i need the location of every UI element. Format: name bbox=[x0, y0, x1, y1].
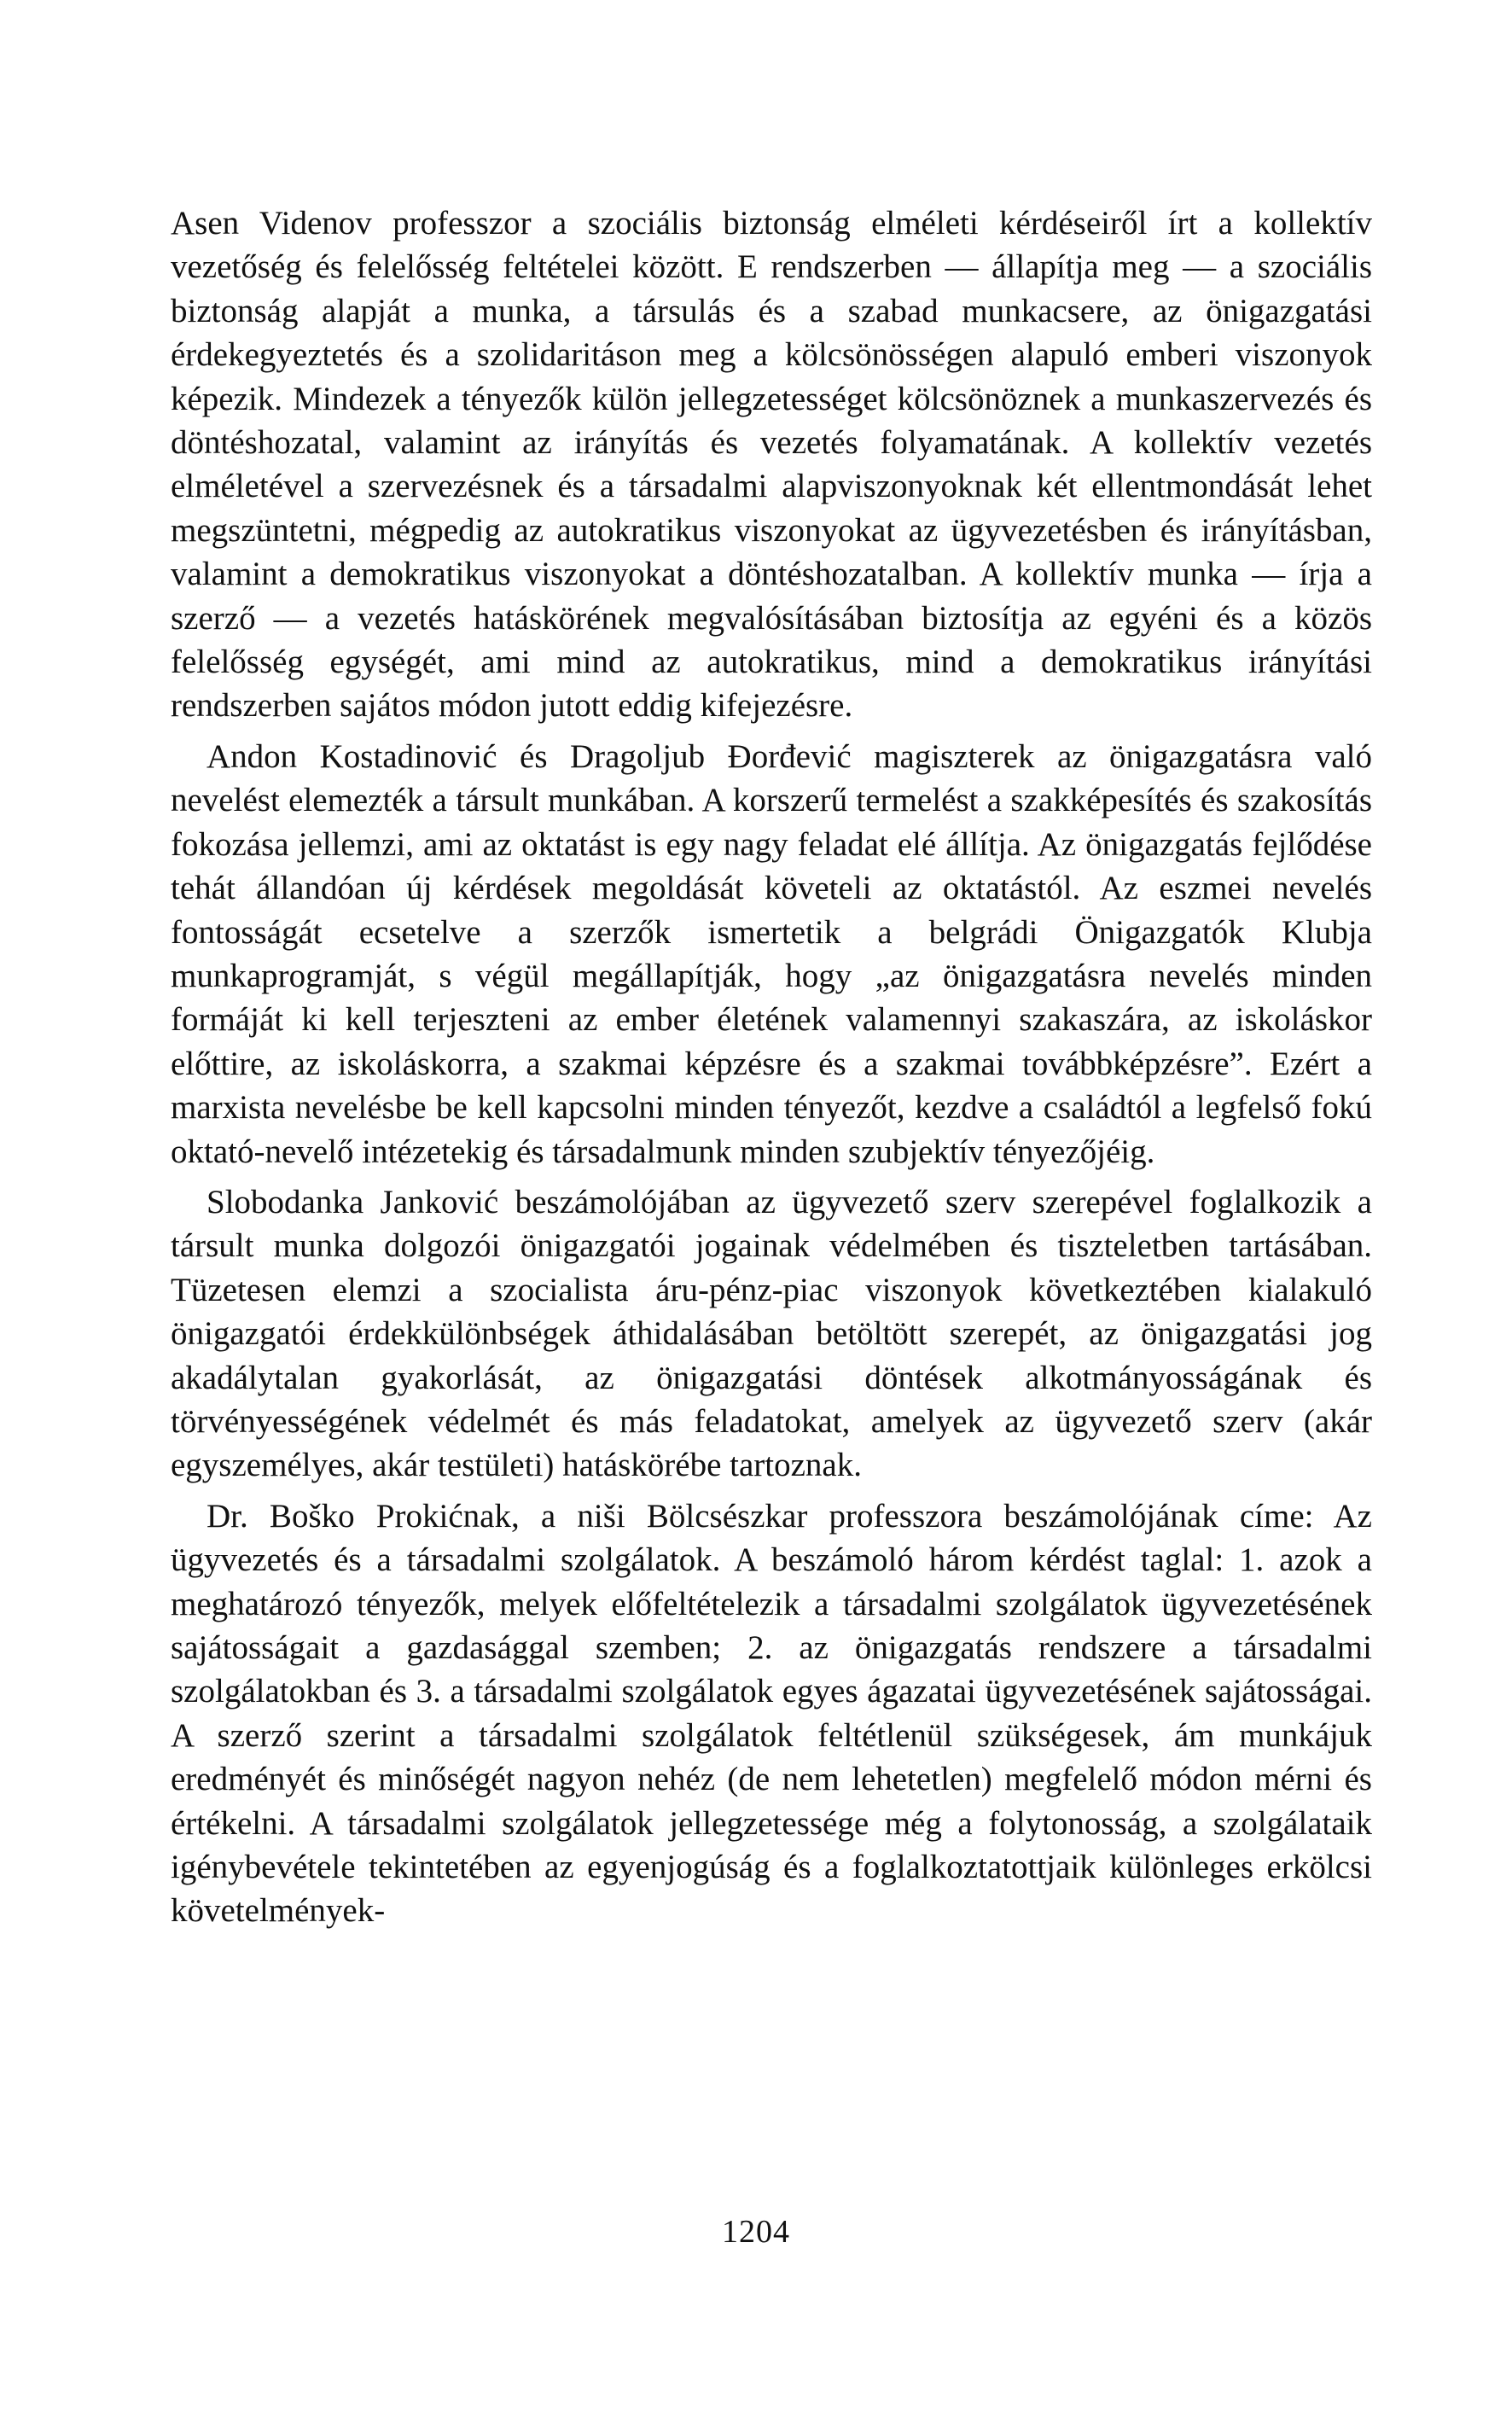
paragraph-kostadinovic-djordjevic: Andon Kostadinović és Dragoljub Đorđević magiszterek az önigazgatásra való nevelést elemezték a társult munkában. A korszerű termelést a szakképesítés és szakosítás fokozása jellemzi, ami az oktatást is egy nagy feladat elé állítja. Az önigazgatás fejlődése tehát állandóan új kérdések megoldását követeli az oktatástól. Az eszmei nevelés fontosságát ecsetelve a szerzők ismertetik a belgrádi Önigazgatók Klubja munkaprogramját, s végül megállapítják, hogy „az önigazgatásra nevelés minden formáját ki kell terjeszteni az ember életének valamennyi szakaszára, az iskoláskor előttire, az iskoláskorra, a szakmai képzésre és a szakmai továbbképzésre”. Ezért a marxista nevelésbe be kell kapcsolni minden tényezőt, kezdve a családtól a legfelső fokú oktató-nevelő intézetekig és társadalmunk minden szubjektív tényezőjéig. bbox=[171, 737, 1372, 1170]
paragraph-prokic: Dr. Boško Prokićnak, a niši Bölcsészkar professzora beszámolójának címe: Az ügyvezetés és a társadalmi szolgálatok. A beszámoló három kérdést taglal: 1. azok a meghatározó tényezők, melyek előfeltételezik a társadalmi szolgálatok ügyvezetésének sajátosságait a gazdasággal szemben; 2. az önigazgatás rendszere a társadalmi szolgálatokban és 3. a társadalmi szolgálatok egyes ágazatai ügyvezetésének sajátosságai. A szerző szerint a társadalmi szolgálatok feltétlenül szükségesek, ám munkájuk eredményét és minőségét nagyon nehéz (de nem lehetetlen) megfelelő módon mérni és értékelni. A társadalmi szolgálatok jellegzetessége még a folytonosság, a szolgálataik igénybevétele tekintetében az egyenjogúság és a foglalkoztatottjaik különleges erkölcsi követelmények- bbox=[171, 1497, 1372, 1930]
paragraph-videnov: Asen Videnov professzor a szociális biztonság elméleti kérdéseiről írt a kollektív vezetőség és felelősség feltételei között. E rendszerben — állapítja meg — a szociális biztonság alapját a munka, a társulás és a szabad munkacsere, az önigazgatási érdekegyeztetés és a szolidaritáson meg a kölcsönösségen alapuló emberi viszonyok képezik. Mindezek a tényezők külön jellegzetességet kölcsönöznek a munkaszervezés és döntéshozatal, valamint az irányítás és vezetés folyamatának. A kollektív vezetés elméletével a szervezésnek és a társadalmi alapviszonyoknak két ellentmondását lehet megszüntetni, mégpedig az autokratikus viszonyokat az ügyvezetésben és irányításban, valamint a demokratikus viszonyokat a döntéshozatalban. A kollektív munka — írja a szerző — a vezetés hatáskörének megvalósításában biztosítja az egyéni és a közös felelősség egységét, ami mind az autokratikus, mind a demokratikus irányítási rendszerben sajátos módon jutott eddig kifejezésre. bbox=[171, 205, 1372, 725]
paragraph-jankovic: Slobodanka Janković beszámolójában az ügyvezető szerv szerepével foglalkozik a társult munka dolgozói önigazgatói jogainak védelmében és tiszteletben tartásában. Tüzetesen elemzi a szocialista áru-pénz-piac viszonyok következtében kialakuló önigazgatói érdekkülönbségek áthidalásában betöltött szerepét, az önigazgatási jog akadálytalan gyakorlását, az önigazgatási döntések alkotmányosságának és törvényességének védelmét és más feladatokat, amelyek az ügyvezető szerv (akár egyszemélyes, akár testületi) hatáskörébe tartoznak. bbox=[171, 1183, 1372, 1484]
page-number: 1204 bbox=[722, 2214, 790, 2250]
body-text bbox=[171, 201, 1372, 1933]
